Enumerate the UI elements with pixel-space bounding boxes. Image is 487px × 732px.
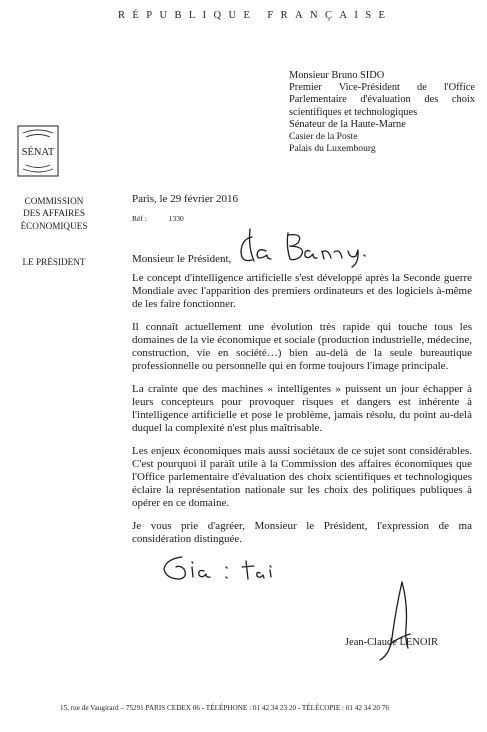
recipient-line-1: Premier Vice-Président de l'Office [289, 82, 475, 94]
letter-date: Paris, le 29 février 2016 [132, 193, 238, 205]
signature-stroke-main [380, 582, 402, 660]
reference-label: Réf : [132, 214, 147, 223]
logo-arc-bottom [23, 169, 53, 172]
recipient-name: Monsieur Bruno SIDO [289, 70, 385, 81]
hand-stroke-a [257, 250, 271, 259]
paragraph-4: Les enjeux économiques mais aussi sociétaux de ce sujet sont considérables. C'est pourquoi il paraît utile à la Commission des affaires économiques que l'Office parlementaire d'évaluation des choix scientifiques et technologiques éclaire la représentation nationale sur les choix des politiques publiques à opérer en ce domaine. [132, 445, 472, 509]
recipient-line-4: Sénateur de la Haute-Marne [289, 118, 406, 130]
closing-stroke-a2 [257, 572, 264, 578]
paragraph-1: Le concept d'intelligence artificielle s'est développé après la Seconde guerre Mondiale avec l'apparition des premiers ordinateurs et des logiciels à-même de les faire fonctionner. [132, 272, 472, 310]
closing-stroke-a [199, 571, 210, 578]
recipient-line-6: Palais du Luxembourg [289, 143, 376, 155]
letter-body [132, 272, 472, 556]
closing-stroke-i [192, 567, 193, 577]
commission-line-2: DES AFFAIRES [23, 208, 85, 219]
closing-stroke-b [164, 557, 185, 579]
hand-stroke-l [250, 229, 255, 261]
closing-stroke-colon [226, 567, 227, 578]
hand-stroke-y [348, 250, 358, 267]
logo-text: SÉNAT [21, 147, 55, 158]
signatory-name: Jean-Claude LENOIR [345, 637, 439, 648]
recipient-line-5: Casier de la Poste [289, 131, 358, 143]
handwritten-closing [160, 549, 300, 587]
republic-header: RÉPUBLIQUE FRANÇAISE [118, 10, 393, 21]
salutation: Monsieur le Président, [132, 253, 232, 265]
commission-line-3: ÉCONOMIQUES [20, 220, 88, 231]
closing-stroke-t [242, 561, 254, 579]
reference-number: 1330 [168, 214, 184, 223]
reference-line [132, 214, 206, 223]
commission-line-1: COMMISSION [24, 196, 84, 206]
recipient-address-block [289, 70, 475, 155]
hand-stroke-nn [322, 251, 342, 259]
paragraph-3: La crainte que des machines « intelligentes » puissent un jour échapper à leurs concepteurs pour provoquer risques et dangers est inhérente à l'intelligence artificielle et pose le problème, jamais résolu, du point au-delà duquel la complexité n'est plus maîtrisable. [132, 383, 472, 434]
signature [372, 578, 432, 663]
closing-stroke-i2 [270, 566, 271, 577]
closing-stroke-dot [192, 562, 193, 563]
logo-arc-top [23, 130, 53, 133]
sender-role: LE PRÉSIDENT [22, 257, 86, 267]
logo-arc-bottom-inner [26, 165, 50, 168]
footer-address: 15, rue de Vaugirard – 75291 PARIS CEDEX 06 - TÉLÉPHONE : 01 42 34 23 20 - TÉLÉCOPIE : 01 42 34 20 76 [60, 704, 389, 712]
handwritten-greeting [238, 225, 398, 270]
paragraph-5: Je vous prie d'agréer, Monsieur le Président, l'expression de ma considération distinguée. [132, 520, 472, 545]
commission-block [8, 195, 100, 232]
hand-stroke-b [287, 233, 302, 260]
recipient-line-2: Parlementaire d'évaluation des choix [289, 94, 475, 106]
paragraph-2: Il connaît actuellement une évolution très rapide qui touche tous les domaines de la vie économique et sociale (production industrielle, médecine, construction, vie en société…) bien au-delà de la seule bureautique professionnelle ou personnelle qui en forme toujours l'image principale. [132, 321, 472, 372]
hand-stroke-a2 [305, 251, 317, 259]
senat-logo [17, 125, 59, 177]
logo-arc-top-inner [26, 135, 50, 138]
hand-stroke-comma [364, 255, 365, 256]
recipient-line-3: scientifiques et technologiques [289, 106, 418, 118]
